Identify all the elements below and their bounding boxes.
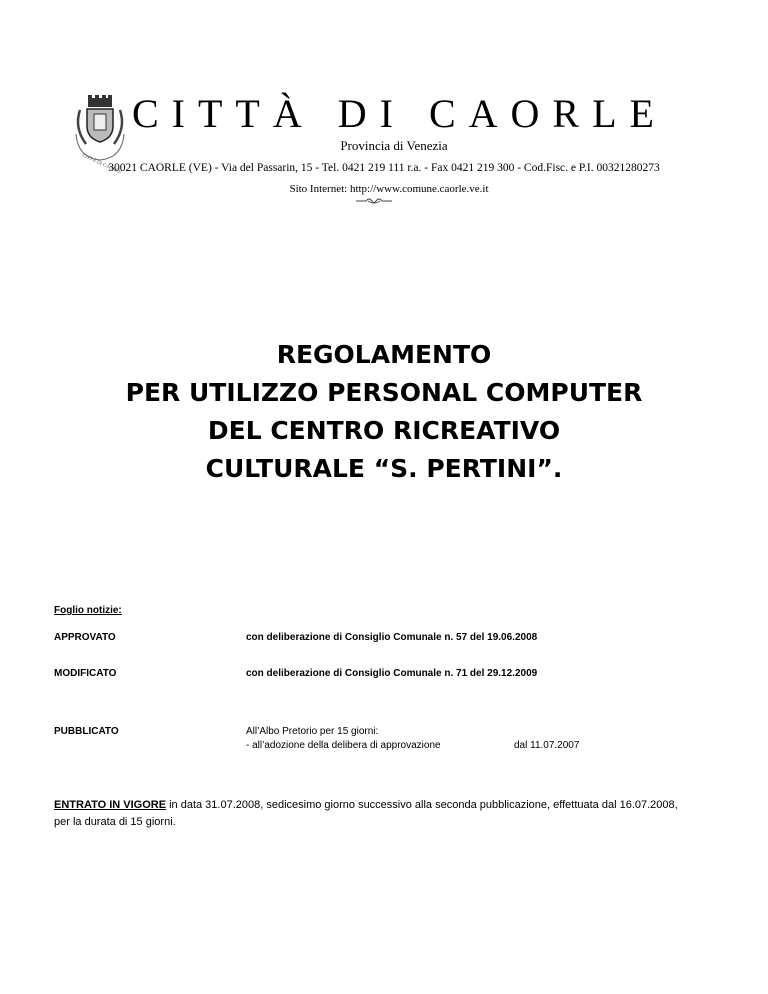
title-line: DEL CENTRO RICREATIVO: [207, 416, 561, 445]
ornament-flourish: [354, 196, 394, 206]
pubblicato-line2: - all’adozione della delibera di approvazione: [246, 740, 441, 751]
approvato-label: APPROVATO: [54, 632, 116, 643]
pubblicato-date: dal 11.07.2007: [514, 740, 580, 751]
pubblicato-label: PUBBLICATO: [54, 726, 119, 737]
vigore-label: ENTRATO IN VIGORE: [54, 799, 167, 811]
approvato-value: con deliberazione di Consiglio Comunale n. 57 del 19.06.2008: [246, 632, 538, 643]
website-line: Sito Internet: http://www.comune.caorle.ve.it: [289, 183, 489, 195]
vigore-paragraph: [54, 797, 684, 831]
city-title: CITTÀ DI CAORLE: [132, 91, 667, 136]
address-line: 30021 CAORLE (VE) - Via del Passarin, 15 - Tel. 0421 219 111 r.a. - Fax 0421 219 300 - Cod.Fisc. e P.I. 00321280273: [108, 162, 660, 174]
svg-text:CITTÀ DI CAORLE: CITTÀ DI CAORLE: [81, 153, 122, 176]
title-line: PER UTILIZZO PERSONAL COMPUTER: [125, 378, 643, 407]
pubblicato-line1: All’Albo Pretorio per 15 giorni:: [246, 726, 379, 737]
modificato-label: MODIFICATO: [54, 668, 117, 679]
modificato-value: con deliberazione di Consiglio Comunale n. 71 del 29.12.2009: [246, 668, 538, 679]
title-line: REGOLAMENTO: [276, 340, 492, 369]
vigore-text: in data 31.07.2008, sedicesimo giorno successivo alla seconda pubblicazione, effettuata dal 16.07.2008, per la durata di 15 giorni.: [54, 799, 678, 828]
notes-heading: Foglio notizie:: [54, 605, 122, 616]
document-title: [0, 336, 768, 488]
province-text: Provincia di Venezia: [340, 138, 448, 153]
title-line: CULTURALE “S. PERTINI”.: [205, 454, 563, 483]
